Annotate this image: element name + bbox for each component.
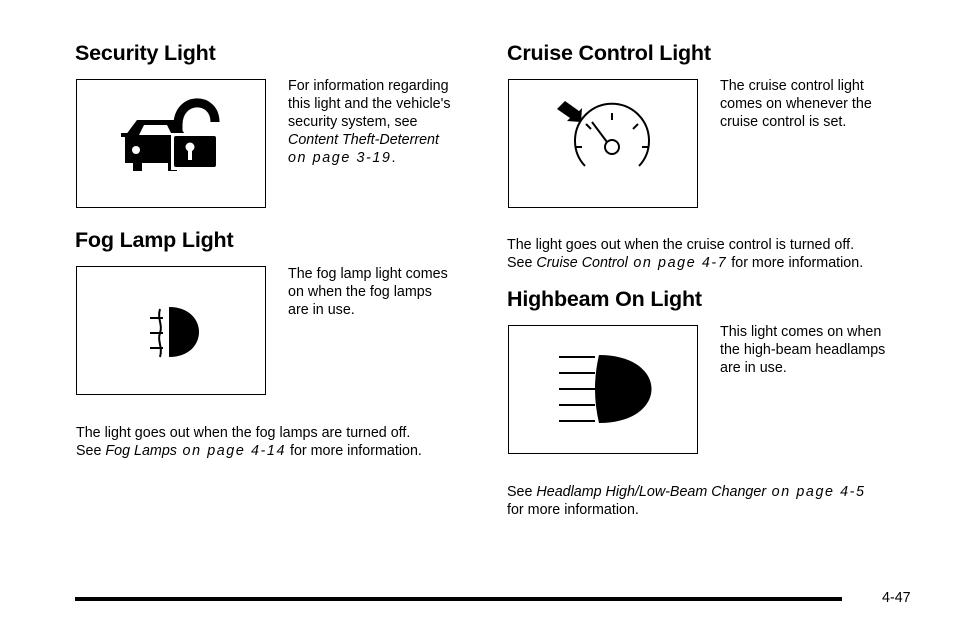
cruise-control-light-illustration xyxy=(508,79,698,208)
footer-rule xyxy=(75,597,842,601)
note-tail: for more information. xyxy=(286,443,422,459)
reference-title: Content Theft-Deterrent xyxy=(288,132,439,148)
description-line: The cruise control light xyxy=(720,78,864,94)
note-see: See xyxy=(507,255,537,271)
reference-page: on page 4-5 xyxy=(766,484,866,500)
fog-lamp-light-note xyxy=(76,424,422,460)
note-see: See xyxy=(507,484,537,500)
description-line: this light and the vehicle's xyxy=(288,96,451,112)
highbeam-on-light-heading: Highbeam On Light xyxy=(507,287,702,311)
cruise-control-speedometer-icon xyxy=(509,80,697,207)
description-line: cruise control is set. xyxy=(720,114,847,130)
fog-lamp-icon xyxy=(77,267,265,394)
high-beam-headlamp-icon xyxy=(509,326,697,453)
note-line: The light goes out when the fog lamps are turned off. xyxy=(76,425,411,441)
reference-page: on page 4-14 xyxy=(176,443,286,459)
note-see: See xyxy=(76,443,106,459)
reference-title: Cruise Control xyxy=(536,255,628,271)
reference-title: Fog Lamps xyxy=(105,443,177,459)
highbeam-on-light-description xyxy=(720,323,885,377)
note-line: The light goes out when the cruise control is turned off. xyxy=(507,237,855,253)
fog-lamp-light-heading: Fog Lamp Light xyxy=(75,228,234,252)
description-line: are in use. xyxy=(288,302,355,318)
security-light-illustration xyxy=(76,79,266,208)
note-line: for more information. xyxy=(507,502,639,518)
reference-period: . xyxy=(391,150,396,166)
highbeam-on-light-note xyxy=(507,483,866,519)
description-line: This light comes on when xyxy=(720,324,882,340)
reference-title: Headlamp High/Low-Beam Changer xyxy=(536,484,767,500)
description-line: are in use. xyxy=(720,360,787,376)
description-line: security system, see xyxy=(288,114,418,130)
security-lock-car-icon xyxy=(77,80,265,207)
fog-lamp-light-illustration xyxy=(76,266,266,395)
cruise-control-light-description xyxy=(720,77,872,131)
page-number: 4-47 xyxy=(882,590,911,606)
reference-page: on page 4-7 xyxy=(627,255,728,271)
security-light-description xyxy=(288,77,450,167)
description-line: The fog lamp light comes xyxy=(288,266,448,282)
description-line: the high-beam headlamps xyxy=(720,342,886,358)
description-line: comes on whenever the xyxy=(720,96,872,112)
security-light-heading: Security Light xyxy=(75,41,216,65)
highbeam-on-light-illustration xyxy=(508,325,698,454)
note-tail: for more information. xyxy=(727,255,864,271)
reference-page: on page 3-19 xyxy=(288,150,392,166)
cruise-control-light-heading: Cruise Control Light xyxy=(507,41,711,65)
description-line: For information regarding xyxy=(288,78,449,94)
description-line: on when the fog lamps xyxy=(288,284,432,300)
fog-lamp-light-description xyxy=(288,265,448,319)
cruise-control-light-note xyxy=(507,236,863,272)
